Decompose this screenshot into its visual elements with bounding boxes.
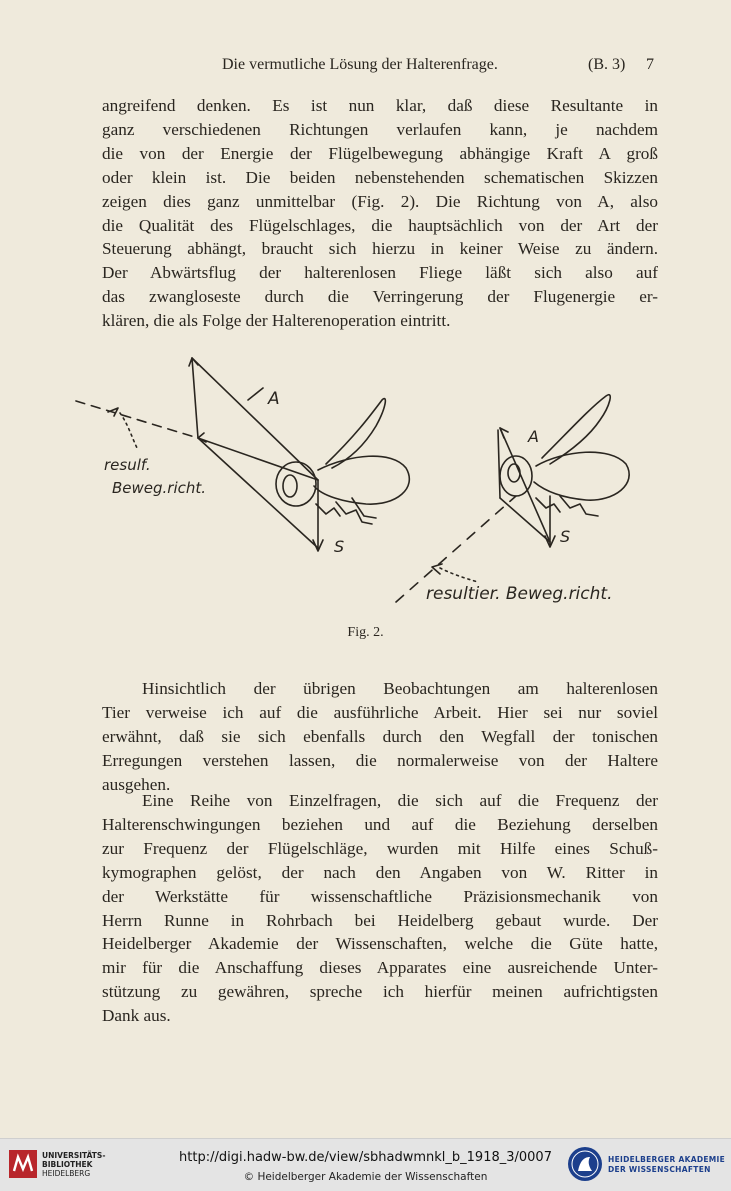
text-line: klären, die als Folge der Halterenoperation eintritt. [102, 311, 451, 331]
text-line: ganz verschiedenen Richtungen verlaufen kann, je nachdem [102, 119, 658, 139]
text-line: zeigen dies ganz unmittelbar (Fig. 2). Die Richtung von A, also [102, 191, 658, 211]
copyright-notice: © Heidelberger Akademie der Wissenschaften [243, 1171, 488, 1183]
text-line: Steuerung abhängt, braucht sich hierzu in keiner Weise zu ändern. [102, 239, 658, 259]
running-title: Die vermutliche Lösung der Halterenfrage. [222, 56, 498, 73]
text-line: erwähnt, daß sie sich ebenfalls durch den Wegfall der tonischen [102, 726, 658, 746]
text-line: Halterenschwingungen beziehen und auf die Beziehung derselben [102, 814, 658, 834]
figure-caption: Fig. 2. [347, 625, 384, 640]
paragraph-1 [102, 94, 658, 333]
running-head [0, 56, 731, 80]
viewer-footer [0, 1138, 731, 1191]
text-line: der Werkstätte für wissenschaftliche Präzisionsmechanik von [102, 886, 658, 906]
section-number: (B. 3) [588, 56, 626, 73]
text-line: zur Frequenz der Flügelschläge, wurden mit Hilfe eines Schuß- [102, 838, 658, 858]
text-line: ausgehen. [102, 774, 171, 794]
text-line: Der Abwärtsflug der halterenlosen Fliege läßt sich also auf [102, 263, 658, 283]
text-line: Heidelberger Akademie der Wissenschaften, welche die Güte hatte, [102, 934, 658, 954]
right-label-a: A [528, 427, 539, 446]
academy-name: HEIDELBERGER AKADEMIE DER WISSENSCHAFTEN [608, 1155, 726, 1174]
paragraph-2 [102, 677, 658, 797]
left-fly-sketch [76, 358, 409, 551]
left-label-a: A [268, 389, 280, 409]
figure-2-sketches [70, 346, 710, 616]
right-label-resultant: resultier. Beweg.richt. [426, 584, 613, 604]
text-line: Dank aus. [102, 1006, 171, 1026]
page-number: 7 [646, 56, 654, 73]
permalink-url[interactable]: http://digi.hadw-bw.de/view/sbhadwmnkl_b_1918_3/0007 [179, 1150, 552, 1165]
text-line: oder klein ist. Die beiden nebenstehenden schematischen Skizzen [102, 167, 658, 187]
left-label-resultant-2: Beweg.richt. [112, 479, 207, 497]
text-line: Eine Reihe von Einzelfragen, die sich auf die Frequenz der [142, 791, 658, 810]
left-label-s: S [334, 537, 345, 556]
right-fly-sketch [396, 395, 629, 602]
text-line: Erregungen verstehen lassen, die normalerweise von der Haltere [102, 750, 658, 770]
paragraph-3 [102, 789, 658, 1028]
text-line: die von der Energie der Flügelbewegung abhängige Kraft A groß [102, 143, 658, 163]
text-line: die Qualität des Flügelschlages, die hauptsächlich von der Art der [102, 215, 658, 235]
text-line: angreifend denken. Es ist nun klar, daß diese Resultante in [102, 96, 658, 115]
right-label-s: S [560, 527, 571, 546]
text-line: Hinsichtlich der übrigen Beobachtungen am halterenlosen [142, 679, 658, 698]
text-line: Herrn Runne in Rohrbach bei Heidelberg gebaut wurde. Der [102, 910, 658, 930]
left-label-resultant-1: resulf. [104, 456, 151, 474]
text-line: das zwangloseste durch die Verringerung der Flugenergie er- [102, 287, 658, 307]
text-line: stützung zu gewähren, spreche ich hierfür meinen aufrichtigsten [102, 982, 658, 1002]
university-library-name: UNIVERSITÄTS- BIBLIOTHEK HEIDELBERG [42, 1151, 106, 1178]
academy-seal-icon [566, 1145, 604, 1183]
text-line: mir für die Anschaffung dieses Apparates eine ausreichende Unter- [102, 958, 658, 978]
text-line: Tier verweise ich auf die ausführliche Arbeit. Hier sei nur soviel [102, 702, 658, 722]
text-line: kymographen gelöst, der nach den Angaben von W. Ritter in [102, 862, 658, 882]
